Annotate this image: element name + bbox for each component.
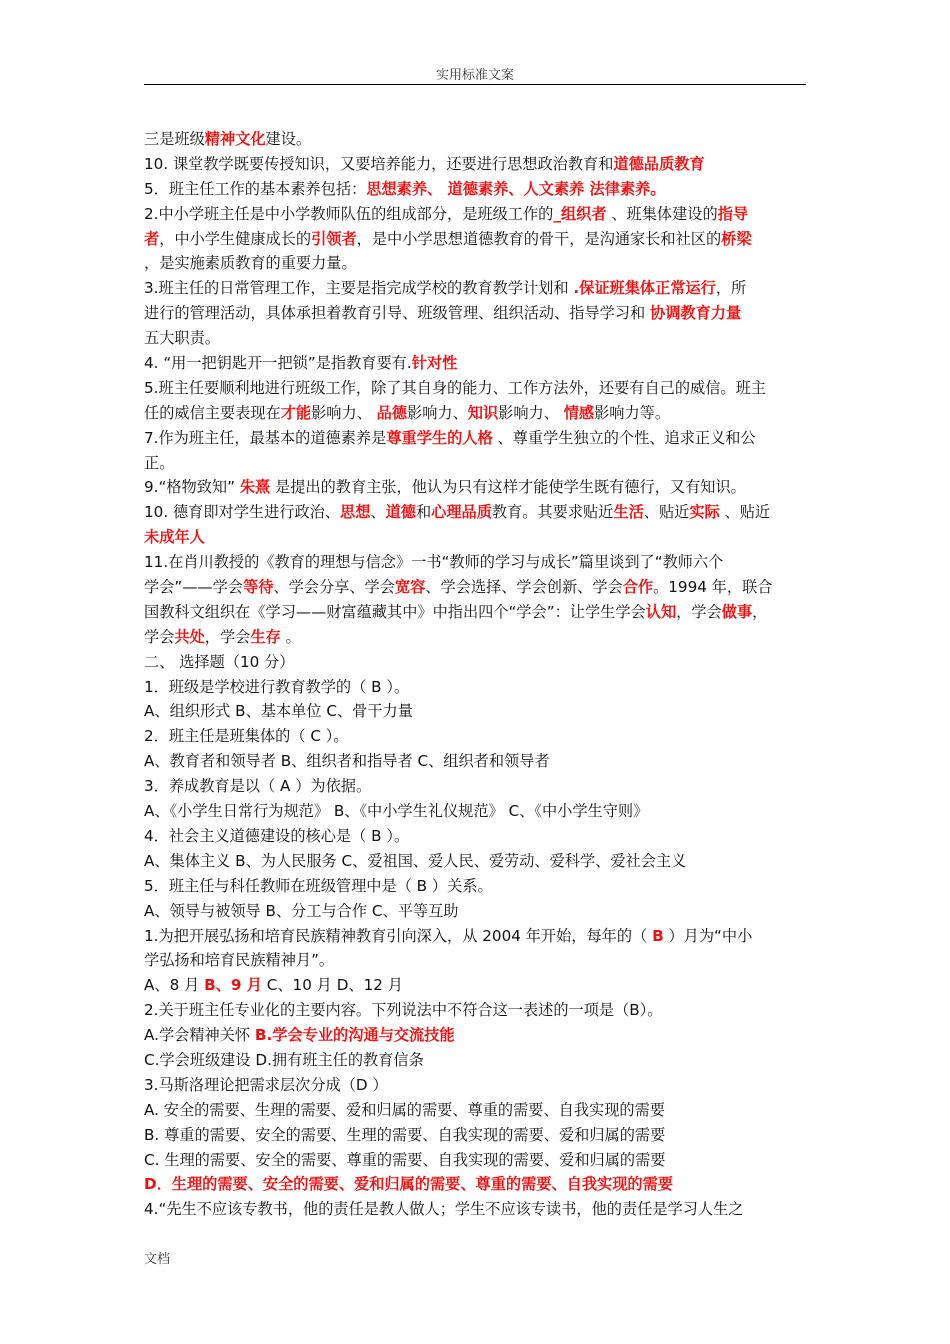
text-segment: 2.关于班主任专业化的主要内容。下列说法中不符合这一表述的一项是（B）。 xyxy=(144,1001,663,1020)
text-segment: 影响力等。 xyxy=(594,403,671,422)
highlighted-answer: 品德 xyxy=(376,403,408,422)
text-segment: 、班集体建设的 xyxy=(606,204,718,223)
text-segment: 1.为把开展弘扬和培育民族精神教育引向深入，从 2004 年开始，每年的（ xyxy=(144,926,653,945)
text-line xyxy=(144,251,812,276)
text-line xyxy=(144,1023,812,1048)
page-footer-label: 文档 xyxy=(144,1252,171,1267)
text-segment: 9.“格物致知” xyxy=(144,478,240,497)
text-segment: 学弘扬和培育民族精神月”。 xyxy=(144,951,335,970)
text-segment: 10. 课堂教学既要传授知识，又要培养能力，还要进行思想政治教育和 xyxy=(144,154,614,173)
text-line xyxy=(144,326,812,351)
highlighted-answer: 合作 xyxy=(622,578,654,597)
text-line xyxy=(144,202,812,227)
text-line xyxy=(144,625,812,650)
highlighted-answer: 精神文化 xyxy=(204,130,266,148)
text-segment: 3.班主任的日常管理工作，主要是指完成学校的教育教学计划和 xyxy=(144,279,574,298)
text-line xyxy=(144,973,812,998)
text-segment: 影响力、 xyxy=(311,403,377,422)
text-segment: A. 安全的需要、生理的需要、爱和归属的需要、尊重的需要、自我实现的需要 xyxy=(144,1100,665,1119)
highlighted-answer: 共处 xyxy=(174,627,205,646)
text-segment: C、10 月 D、12 月 xyxy=(261,976,403,995)
text-segment: ）月为“中小 xyxy=(663,926,753,945)
text-line xyxy=(144,1172,812,1197)
text-segment: 、学会分享、学会 xyxy=(273,578,395,597)
text-line xyxy=(144,1123,812,1148)
highlighted-answer: 思想素养、 道德素养、人文素养 法律素养。 xyxy=(366,179,666,198)
text-segment: ，是实施素质教育的重要力量。 xyxy=(144,254,357,273)
highlighted-answer: 尊重学生的人格 xyxy=(386,428,493,447)
highlighted-answer: 协调教育力量 xyxy=(650,304,742,323)
text-segment: 4.“先生不应该专教书，他的责任是教人做人；学生不应该专读书，他的责任是学习人生之 xyxy=(144,1200,744,1219)
text-line xyxy=(144,451,812,476)
text-line xyxy=(144,1148,812,1173)
text-segment: 影响力、 xyxy=(498,403,564,422)
text-line xyxy=(144,525,812,550)
text-line xyxy=(144,1098,812,1123)
text-segment: 5.班主任要顺利地进行班级工作，除了其自身的能力、工作方法外，还要有自己的威信。班主 xyxy=(144,378,766,397)
text-line xyxy=(144,426,812,451)
text-segment: 7.作为班主任，最基本的道德素养是 xyxy=(144,428,387,447)
text-segment: 国教科文组织在《学习——财富蕴藏其中》中指出四个“学会”：让学生学会 xyxy=(144,602,646,621)
highlighted-answer: .保证班集体正常运行 xyxy=(573,279,716,298)
text-segment: ，学会 xyxy=(676,602,722,621)
text-segment: 正。 xyxy=(144,453,175,472)
text-segment: 和 xyxy=(415,503,432,522)
highlighted-answer: 宽容 xyxy=(394,578,426,597)
text-line xyxy=(144,899,812,924)
highlighted-answer: 做事 xyxy=(721,602,753,621)
text-segment: 、贴近 xyxy=(643,503,690,522)
text-segment: ，所 xyxy=(715,279,747,298)
text-segment: C. 生理的需要、安全的需要、尊重的需要、自我实现的需要、爱和归属的需要 xyxy=(144,1150,666,1169)
text-line xyxy=(144,650,812,675)
highlighted-answer: 道德 xyxy=(385,503,416,522)
text-segment: ， xyxy=(752,602,768,621)
highlighted-answer: 知识 xyxy=(467,403,499,422)
highlighted-answer: 心理品质 xyxy=(431,503,492,522)
text-line xyxy=(144,749,812,774)
highlighted-answer: 生活 xyxy=(613,503,644,522)
highlighted-answer: 针对性 xyxy=(411,354,458,373)
text-segment: 教育。其要求贴近 xyxy=(491,503,614,522)
text-segment: 4．社会主义道德建设的核心是（ B ）。 xyxy=(144,826,410,845)
text-segment: 。1994 年，联合 xyxy=(653,578,773,597)
text-segment: 4. “用一把钥匙开一把锁”是指教育要有. xyxy=(144,354,412,373)
text-line xyxy=(144,600,812,625)
text-line xyxy=(144,351,812,376)
text-segment: 5．班主任工作的基本素养包括： xyxy=(144,179,367,198)
highlighted-answer: 未成年人 xyxy=(144,528,205,547)
highlighted-answer: 认知 xyxy=(645,602,677,621)
text-segment: A、《小学生日常行为规范》 B、《中小学生礼仪规范》 C、《中小学生守则》 xyxy=(144,802,649,821)
text-segment: ，学会 xyxy=(204,627,251,646)
text-line xyxy=(144,227,812,252)
text-line xyxy=(144,724,812,749)
text-segment: A、集体主义 B、为人民服务 C、爱祖国、爱人民、爱劳动、爱科学、爱社会主义 xyxy=(144,851,687,870)
text-segment: 建设。 xyxy=(265,130,312,148)
text-line xyxy=(144,998,812,1023)
text-segment: ，是中小学思想道德教育的骨干，是沟通家长和社区的 xyxy=(356,229,722,248)
text-segment: 是提出的教育主张，他认为只有这样才能使学生既有德行，又有知识。 xyxy=(270,478,746,497)
text-line xyxy=(144,699,812,724)
text-line xyxy=(144,401,812,426)
text-line xyxy=(144,774,812,799)
text-segment: 1．班级是学校进行教育教学的（ B ）。 xyxy=(144,677,410,696)
highlighted-answer: 实际 xyxy=(689,503,720,522)
highlighted-answer: B.学会专业的沟通与交流技能 xyxy=(254,1026,455,1045)
text-line xyxy=(144,152,812,177)
text-line xyxy=(144,475,812,500)
text-segment: 、学会选择、学会创新、学会 xyxy=(425,578,623,597)
highlighted-answer: 引领者 xyxy=(311,229,357,248)
text-line xyxy=(144,675,812,700)
highlighted-answer: B、9 月 xyxy=(204,976,262,995)
text-segment: 、 xyxy=(370,503,386,522)
text-segment: B. 尊重的需要、安全的需要、生理的需要、自我实现的需要、爱和归属的需要 xyxy=(144,1125,666,1144)
highlighted-answer: 桥梁 xyxy=(721,229,752,248)
text-segment: 学会 xyxy=(144,627,175,646)
text-segment: 、尊重学生独立的个性、追求正义和公 xyxy=(492,428,756,447)
highlighted-answer: B xyxy=(652,926,664,945)
text-segment: 2．班主任是班集体的（ C ）。 xyxy=(144,727,349,746)
text-line xyxy=(144,1197,812,1222)
text-line xyxy=(144,301,812,326)
highlighted-answer: 指导 xyxy=(717,204,749,223)
text-line xyxy=(144,824,812,849)
text-line xyxy=(144,550,812,575)
text-segment: 五大职责。 xyxy=(144,329,220,348)
text-segment: A、8 月 xyxy=(144,976,205,995)
text-segment: 10. 德育即对学生进行政治、 xyxy=(144,503,341,522)
highlighted-answer: 思想 xyxy=(340,503,371,522)
header-divider xyxy=(144,84,806,85)
text-segment: 5．班主任与科任教师在班级管理中是（ B ）关系。 xyxy=(144,876,493,895)
text-line xyxy=(144,276,812,301)
text-segment: 影响力、 xyxy=(407,403,468,422)
highlighted-answer: 道德品质教育 xyxy=(613,154,705,173)
text-segment: ，中小学生健康成长的 xyxy=(159,229,312,248)
text-segment: 进行的管理活动，具体承担着教育引导、班级管理、组织活动、指导学习和 xyxy=(144,304,651,323)
text-segment: 。 xyxy=(280,627,301,646)
text-line xyxy=(144,924,812,949)
text-segment: A、教育者和领导者 B、组织者和指导者 C、组织者和领导者 xyxy=(144,752,550,771)
highlighted-answer: D．生理的需要、安全的需要、爱和归属的需要、尊重的需要、自我实现的需要 xyxy=(144,1175,673,1194)
text-segment: 三是班级 xyxy=(144,130,205,148)
highlighted-answer: _组织者 xyxy=(553,204,607,223)
text-line xyxy=(144,849,812,874)
text-segment: 11.在肖川教授的《教育的理想与信念》一书“教师的学习与成长”篇里谈到了“教师六个 xyxy=(144,553,724,572)
text-line xyxy=(144,874,812,899)
text-line xyxy=(144,799,812,824)
text-line xyxy=(144,177,812,202)
text-segment: 二、 选择题（10 分） xyxy=(144,652,295,671)
text-line xyxy=(144,376,812,401)
text-segment: 、贴近 xyxy=(719,503,771,522)
highlighted-answer: 朱熹 xyxy=(239,478,271,497)
highlighted-answer: 生存 xyxy=(250,627,281,646)
text-line xyxy=(144,1048,812,1073)
text-segment: 3.马斯洛理论把需求层次分成（D ） xyxy=(144,1075,388,1094)
text-segment: A.学会精神关怀 xyxy=(144,1026,255,1045)
text-line xyxy=(144,127,812,152)
highlighted-answer: 情感 xyxy=(563,403,595,422)
text-segment: 任的威信主要表现在 xyxy=(144,403,281,422)
text-segment: 学会”——学会 xyxy=(144,578,243,597)
document-body xyxy=(144,127,812,1222)
text-line xyxy=(144,575,812,600)
text-line xyxy=(144,500,812,525)
page-header-title: 实用标准文案 xyxy=(435,68,514,83)
text-segment: 3．养成教育是以（ A ）为依据。 xyxy=(144,777,372,796)
highlighted-answer: 才能 xyxy=(280,403,312,422)
text-line xyxy=(144,948,812,973)
text-segment: A、组织形式 B、基本单位 C、骨干力量 xyxy=(144,702,413,721)
text-segment: C.学会班级建设 D.拥有班主任的教育信条 xyxy=(144,1050,424,1069)
highlighted-answer: 等待 xyxy=(243,578,274,597)
highlighted-answer: 者 xyxy=(144,229,160,248)
text-segment: A、领导与被领导 B、分工与合作 C、平等互助 xyxy=(144,901,459,920)
text-line xyxy=(144,1073,812,1098)
text-segment: 2.中小学班主任是中小学教师队伍的组成部分，是班级工作的 xyxy=(144,204,554,223)
